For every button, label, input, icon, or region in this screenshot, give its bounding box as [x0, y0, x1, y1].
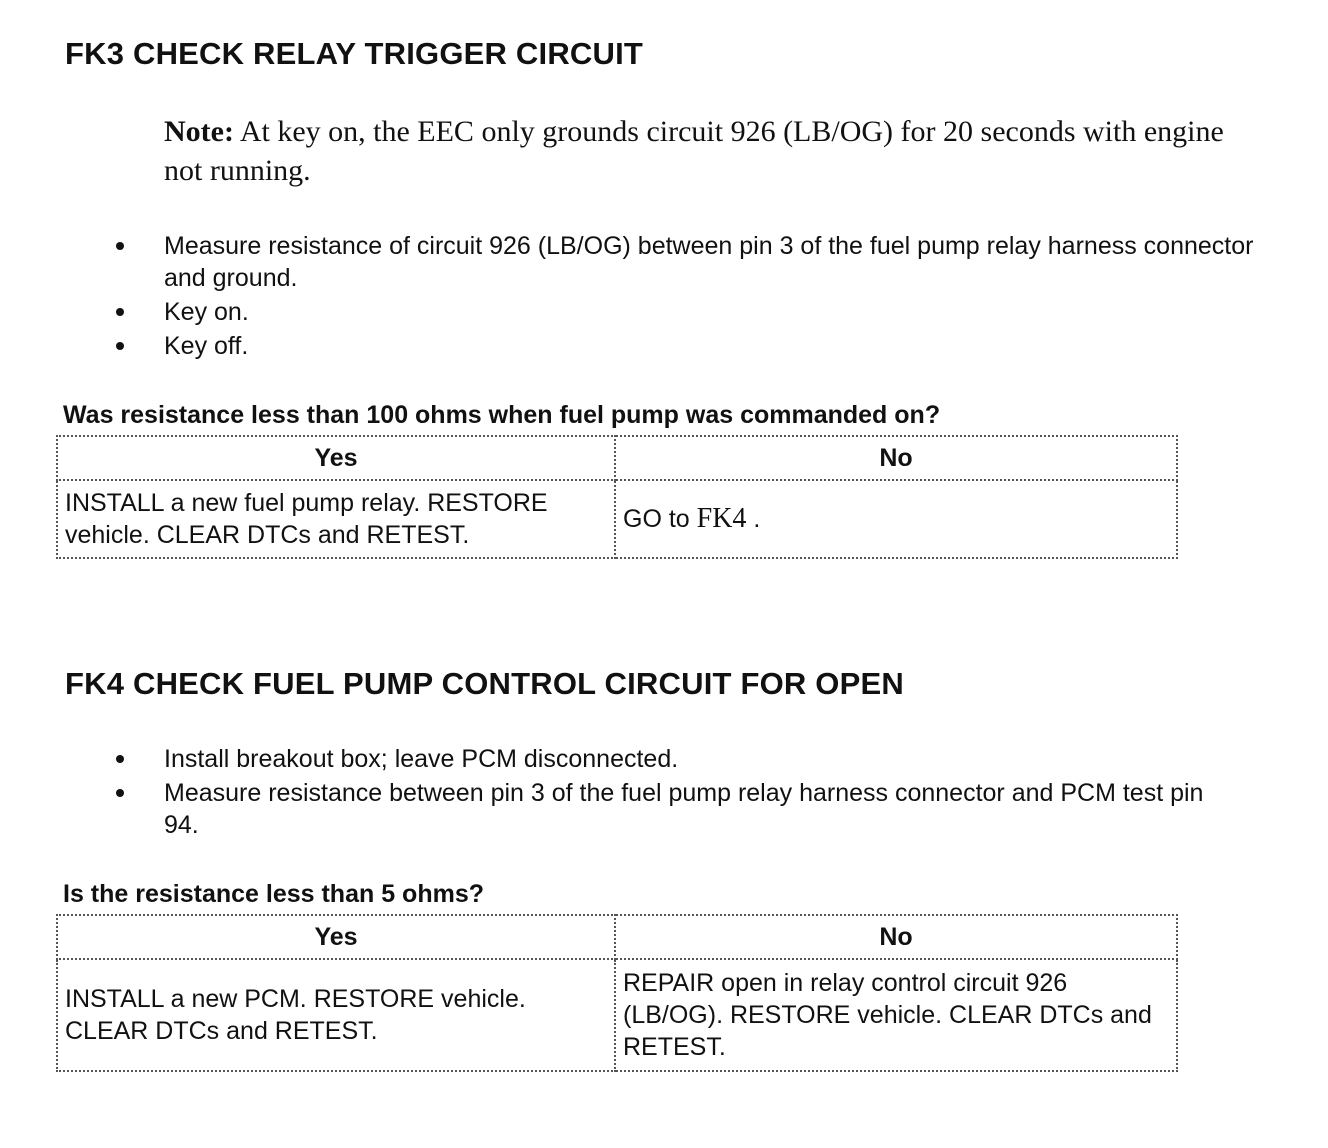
fk4-steps-list — [0, 743, 1300, 843]
no-action-suffix: . — [746, 505, 761, 533]
no-action — [615, 480, 1177, 558]
fk3-question: Was resistance less than 100 ohms when fuel pump was commanded on? — [63, 401, 941, 429]
no-header: No — [615, 915, 1177, 959]
fk4-reference-link[interactable]: FK4 — [696, 503, 747, 534]
list-item — [0, 777, 1300, 841]
fk3-title: FK3 CHECK RELAY TRIGGER CIRCUIT — [65, 36, 644, 71]
bullet-icon — [116, 342, 124, 350]
fk4-decision-table — [56, 914, 1178, 1072]
note-label: Note: — [164, 115, 234, 148]
note-text: At key on, the EEC only grounds circuit 926 (LB/OG) for 20 seconds with engine not running. — [164, 115, 1224, 187]
table-row — [57, 480, 1177, 558]
bullet-icon — [116, 755, 124, 763]
list-item — [0, 743, 1300, 775]
fk3-note — [164, 112, 1264, 190]
step-text: Measure resistance between pin 3 of the fuel pump relay harness connector and PCM test pin 94. — [164, 779, 1204, 839]
yes-header: Yes — [57, 436, 615, 480]
list-item — [0, 330, 1300, 362]
fk3-decision-table — [56, 435, 1178, 559]
step-text: Measure resistance of circuit 926 (LB/OG) between pin 3 of the fuel pump relay harness connector and ground. — [164, 232, 1254, 292]
step-text: Key off. — [164, 332, 249, 360]
table-header-row — [57, 915, 1177, 959]
step-text: Install breakout box; leave PCM disconnected. — [164, 745, 679, 773]
no-action: REPAIR open in relay control circuit 926 (LB/OG). RESTORE vehicle. CLEAR DTCs and RETEST. — [615, 959, 1177, 1071]
list-item — [0, 296, 1300, 328]
list-item — [0, 230, 1300, 294]
no-action-prefix: GO to — [623, 505, 697, 533]
fk4-question: Is the resistance less than 5 ohms? — [63, 880, 484, 908]
table-row — [57, 959, 1177, 1071]
fk4-title: FK4 CHECK FUEL PUMP CONTROL CIRCUIT FOR OPEN — [65, 666, 904, 701]
step-text: Key on. — [164, 298, 249, 326]
bullet-icon — [116, 308, 124, 316]
bullet-icon — [116, 789, 124, 797]
no-header: No — [615, 436, 1177, 480]
yes-action: INSTALL a new PCM. RESTORE vehicle. CLEAR DTCs and RETEST. — [57, 959, 615, 1071]
yes-action: INSTALL a new fuel pump relay. RESTORE vehicle. CLEAR DTCs and RETEST. — [57, 480, 615, 558]
table-header-row — [57, 436, 1177, 480]
yes-header: Yes — [57, 915, 615, 959]
fk3-steps-list — [0, 230, 1300, 364]
bullet-icon — [116, 242, 124, 250]
